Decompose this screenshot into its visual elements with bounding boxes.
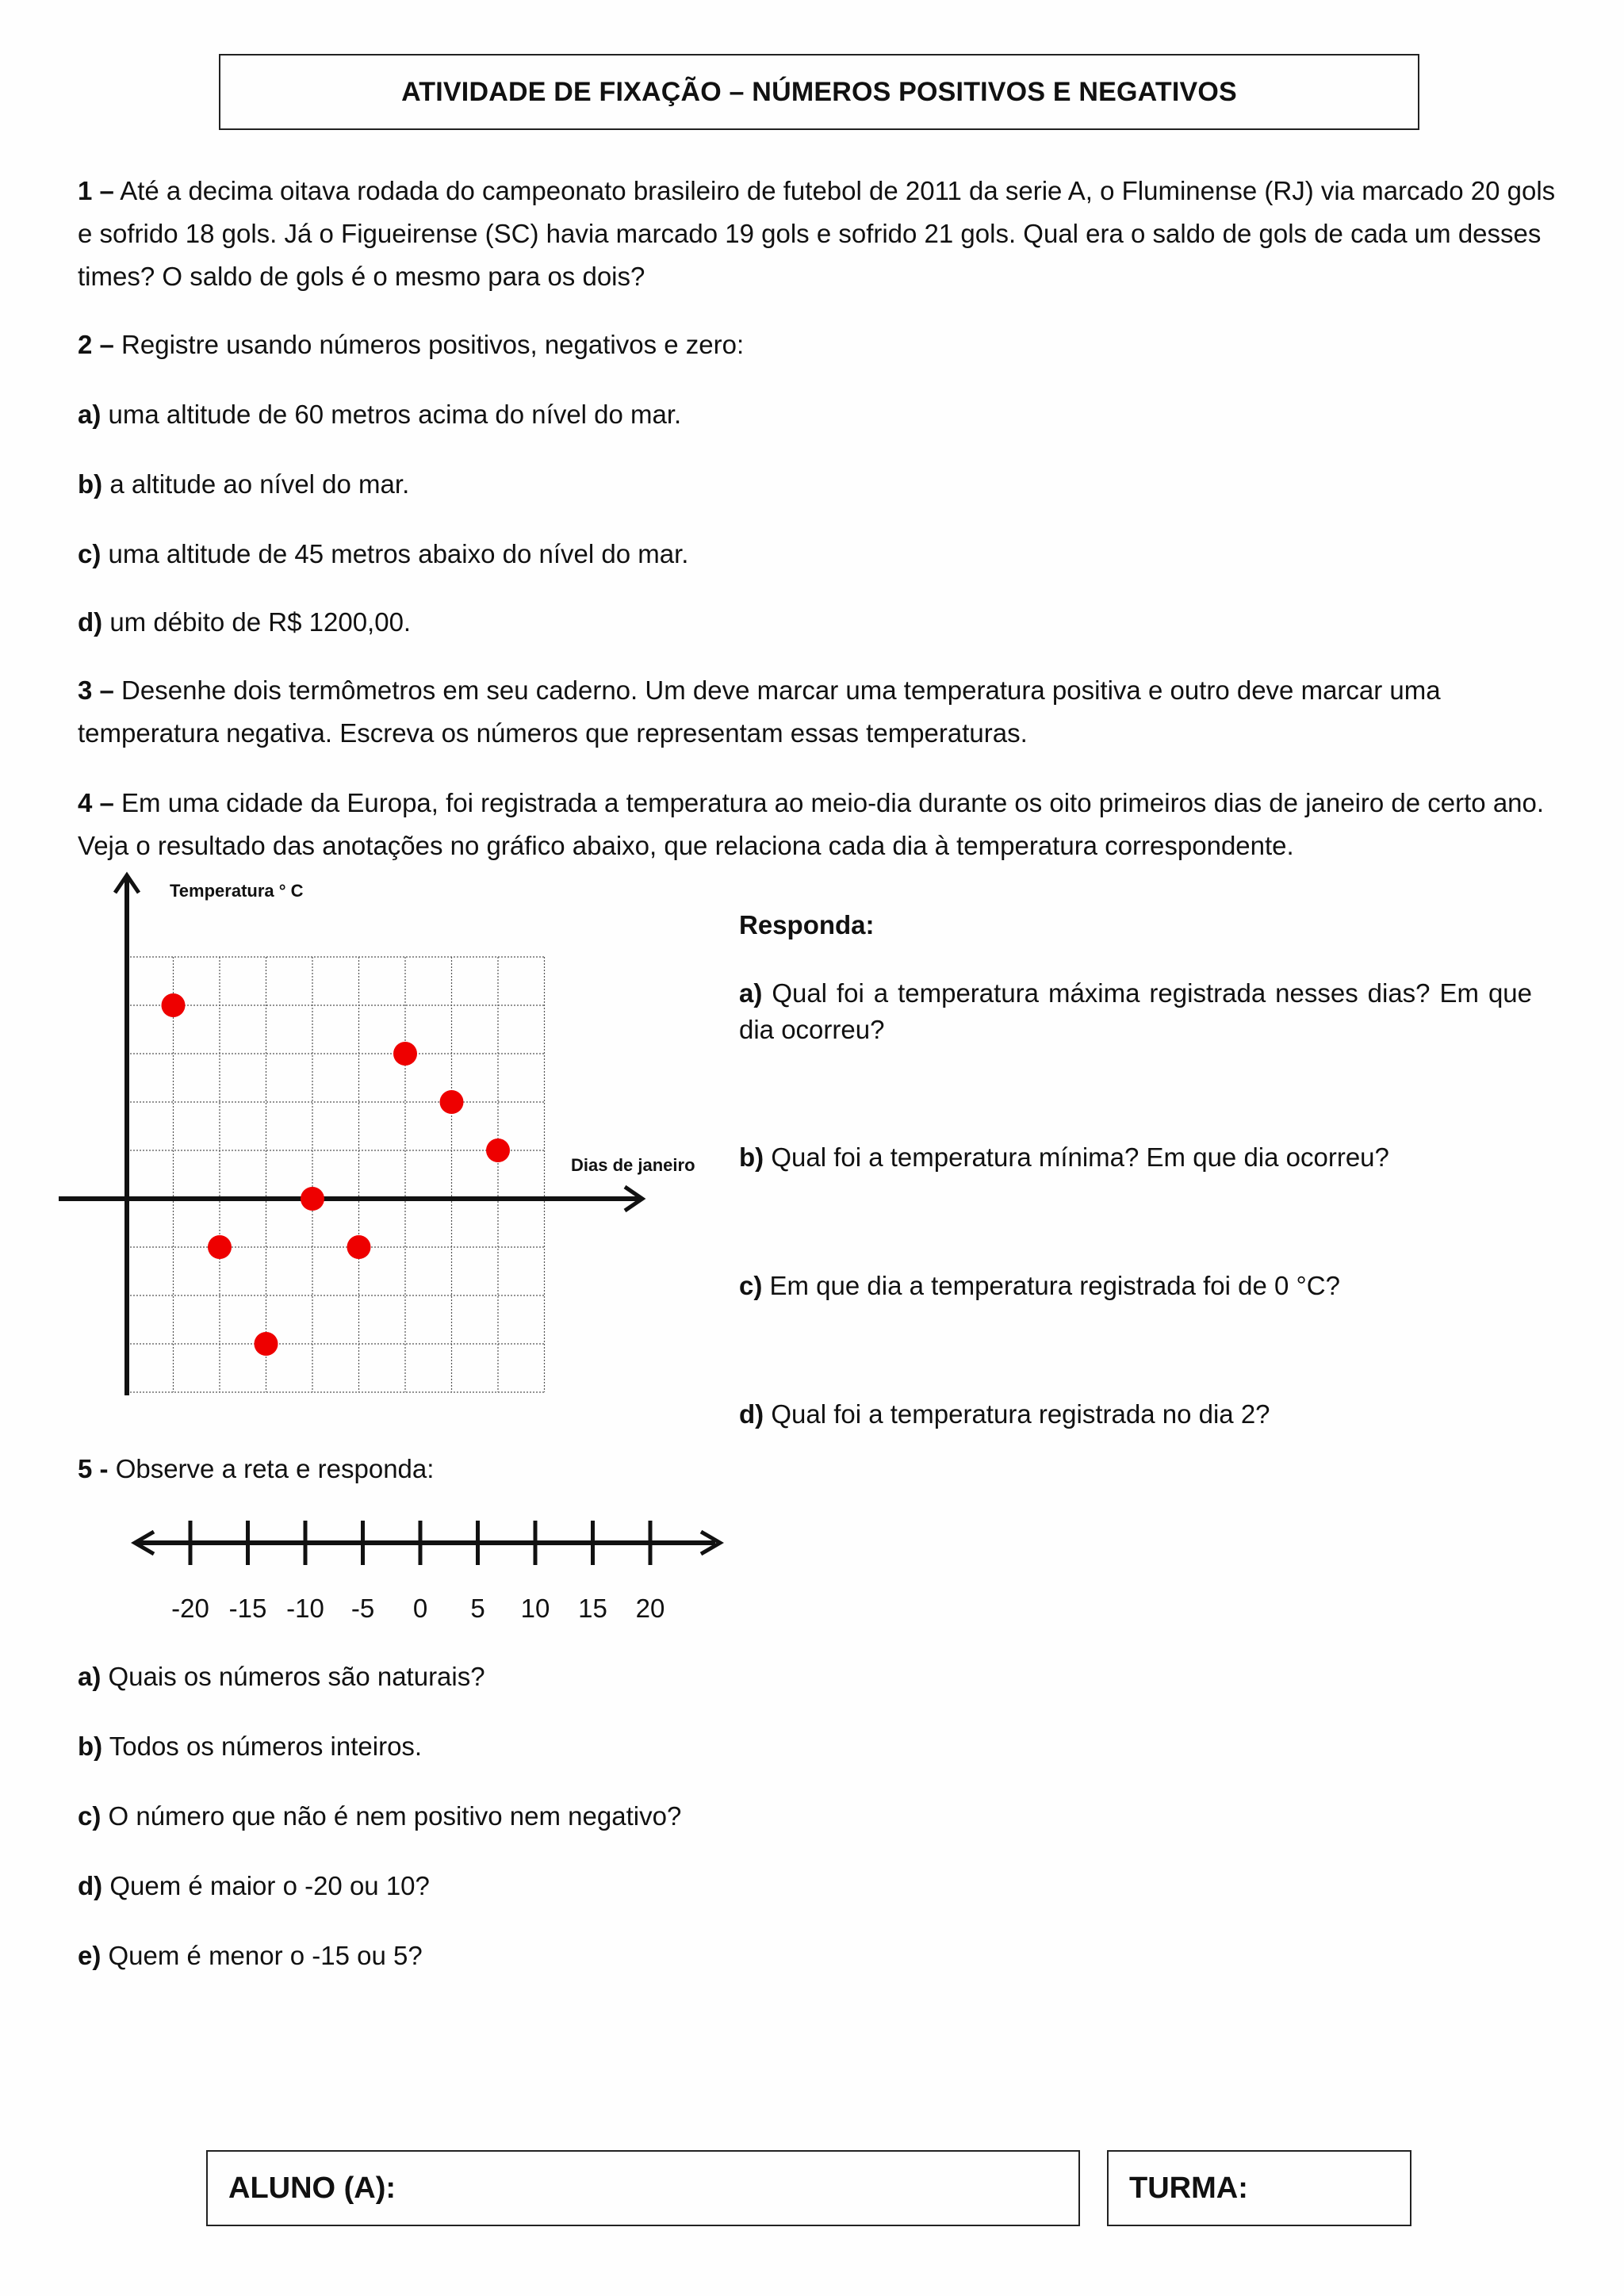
number-line-ticks xyxy=(171,1521,665,1623)
number-line-tick-label: 10 xyxy=(520,1594,550,1623)
question-4-item: d) Qual foi a temperatura registrada no dia 2? xyxy=(739,1399,1270,1429)
question-5-text: Observe a reta e responda: xyxy=(115,1454,435,1483)
number-line-tick-label: -15 xyxy=(228,1594,267,1623)
class-field[interactable] xyxy=(1107,2150,1411,2226)
question-3 xyxy=(78,669,1561,755)
data-point xyxy=(208,1235,232,1259)
question-1-text: Até a decima oitava rodada do campeonato brasileiro de futebol de 2011 da serie A, o Fluminense (RJ) via marcado 20 gols e sofrido 18 gols. Já o Figueirense (SC) havia marcado 19 gols e sofrido 21 gols. Qual era o saldo de gols de cada um desses times? O saldo de gols é o mesmo para os dois? xyxy=(78,176,1556,291)
data-point xyxy=(255,1332,278,1356)
question-4-item: b) Qual foi a temperatura mínima? Em que dia ocorreu? xyxy=(739,1142,1389,1172)
question-2 xyxy=(78,323,1561,366)
number-line-tick-label: 15 xyxy=(578,1594,607,1623)
data-point xyxy=(162,993,186,1017)
question-5-item: e) Quem é menor o -15 ou 5? xyxy=(78,1941,423,1970)
number-line-tick-label: -20 xyxy=(171,1594,209,1623)
question-2-number: 2 – xyxy=(78,330,114,359)
question-2-item: a) uma altitude de 60 metros acima do nível do mar. xyxy=(78,400,682,429)
chart-x-axis-label: Dias de janeiro xyxy=(571,1155,695,1175)
page-title: ATIVIDADE DE FIXAÇÃO – NÚMEROS POSITIVOS E NEGATIVOS xyxy=(219,54,1419,130)
data-point xyxy=(440,1090,464,1114)
question-3-text: Desenhe dois termômetros em seu caderno. Um deve marcar uma temperatura positiva e outro deve marcar uma temperatura negativa. Escreva os números que representam essas temperaturas. xyxy=(78,675,1441,748)
question-1-number: 1 – xyxy=(78,176,114,205)
question-4-item: a) Qual foi a temperatura máxima registrada nesses dias? Em que dia ocorreu? xyxy=(739,978,1533,1044)
question-5-item: b) Todos os números inteiros. xyxy=(78,1732,423,1761)
question-1 xyxy=(78,170,1561,298)
chart-axes xyxy=(59,875,642,1395)
question-4-text: Em uma cidade da Europa, foi registrada a temperatura ao meio-dia durante os oito primeiros dias de janeiro de certo ano. Veja o resultado das anotações no gráfico abaixo, que relaciona cada dia à temperatura correspondente. xyxy=(78,788,1545,860)
question-5 xyxy=(78,1448,1561,1490)
question-4 xyxy=(78,782,1561,867)
number-line-tick-label: 20 xyxy=(635,1594,665,1623)
chart-grid xyxy=(127,957,545,1392)
student-name-label: ALUNO (A): xyxy=(228,2171,396,2205)
chart-y-axis-label: Temperatura ° C xyxy=(170,881,304,901)
responda-heading: Responda: xyxy=(739,910,875,939)
chart-points xyxy=(162,993,511,1356)
question-3-number: 3 – xyxy=(78,675,114,705)
question-4-number: 4 – xyxy=(78,788,114,817)
data-point xyxy=(393,1042,417,1066)
data-point xyxy=(301,1187,324,1211)
data-point xyxy=(347,1235,371,1259)
student-name-field[interactable] xyxy=(206,2150,1080,2226)
question-2-item: c) uma altitude de 45 metros abaixo do nível do mar. xyxy=(78,539,689,568)
number-line xyxy=(127,1506,730,1625)
question-5-item: d) Quem é maior o -20 ou 10? xyxy=(78,1871,430,1900)
class-label: TURMA: xyxy=(1129,2171,1248,2205)
question-5-item: c) O número que não é nem positivo nem negativo? xyxy=(78,1801,682,1831)
number-line-tick-label: 5 xyxy=(470,1594,485,1623)
question-2-item: d) um débito de R$ 1200,00. xyxy=(78,607,412,637)
data-point xyxy=(486,1138,510,1162)
number-line-tick-label: -10 xyxy=(286,1594,324,1623)
question-2-text: Registre usando números positivos, negativos e zero: xyxy=(121,330,745,359)
question-4-item: c) Em que dia a temperatura registrada foi de 0 °C? xyxy=(739,1271,1340,1300)
question-2-item: b) a altitude ao nível do mar. xyxy=(78,469,410,499)
number-line-tick-label: 0 xyxy=(412,1594,428,1623)
question-5-item: a) Quais os números são naturais? xyxy=(78,1662,485,1691)
temperature-chart xyxy=(48,864,714,1403)
question-5-number: 5 - xyxy=(78,1454,109,1483)
number-line-tick-label: -5 xyxy=(350,1594,375,1623)
